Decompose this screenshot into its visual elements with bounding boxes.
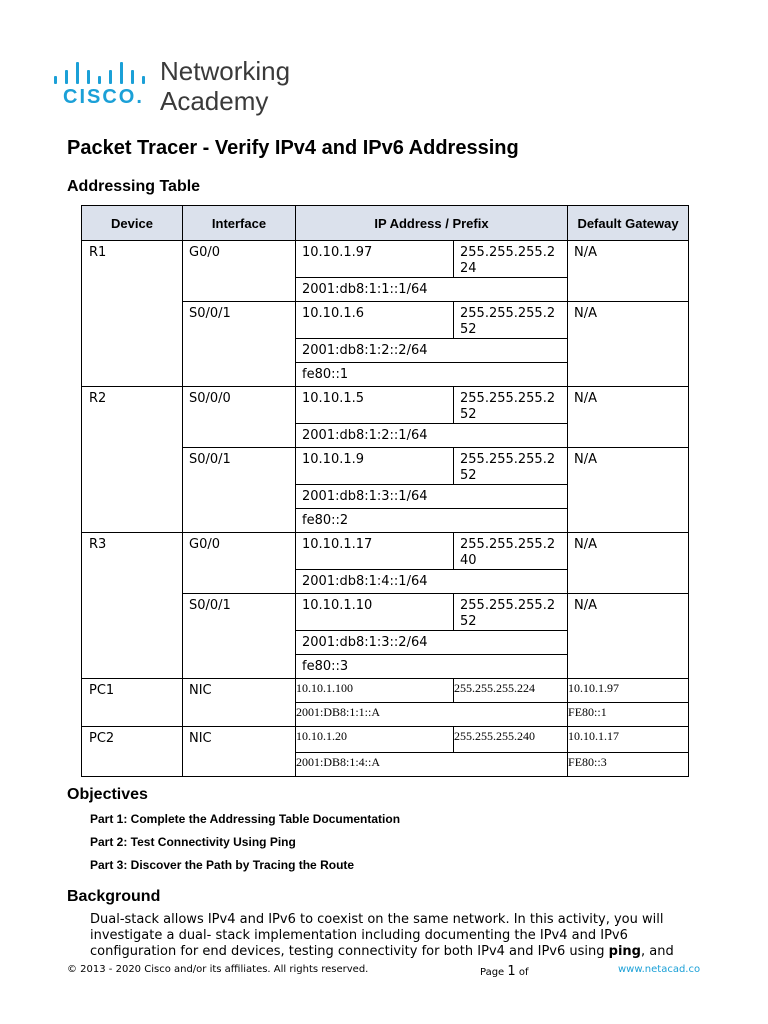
interface-cell: NIC bbox=[183, 727, 296, 777]
addressing-table-heading: Addressing Table bbox=[67, 178, 201, 195]
objective-item: Part 1: Complete the Addressing Table Documentation bbox=[90, 812, 401, 826]
table-row bbox=[82, 533, 689, 570]
ipv6-cell: 2001:db8:1:2::1/64 bbox=[296, 424, 568, 448]
mask-cell: 255.255.255.224 bbox=[454, 679, 568, 703]
ipv6-cell: 2001:db8:1:3::2/64 bbox=[296, 631, 568, 655]
interface-cell: G0/0 bbox=[183, 241, 296, 302]
gateway-cell: 10.10.1.17 bbox=[568, 727, 689, 753]
ipv4-cell: 10.10.1.97 bbox=[296, 241, 454, 278]
ipv6-cell: 2001:db8:1:1::1/64 bbox=[296, 278, 568, 302]
objective-item: Part 3: Discover the Path by Tracing the Route bbox=[90, 858, 355, 872]
device-cell: PC1 bbox=[82, 679, 183, 727]
cisco-wordmark: CISCO. bbox=[63, 86, 144, 108]
gateway-cell: FE80::1 bbox=[568, 703, 689, 727]
interface-cell: S0/0/1 bbox=[183, 594, 296, 679]
header-gateway: Default Gateway bbox=[568, 206, 689, 241]
device-cell: R1 bbox=[82, 241, 183, 387]
table-row bbox=[82, 241, 689, 278]
objective-item: Part 2: Test Connectivity Using Ping bbox=[90, 835, 296, 849]
ipv4-cell: 10.10.1.6 bbox=[296, 302, 454, 339]
background-heading: Background bbox=[67, 888, 161, 905]
gateway-cell: N/A bbox=[568, 448, 689, 533]
ipv4-cell: 10.10.1.5 bbox=[296, 387, 454, 424]
gateway-cell: N/A bbox=[568, 302, 689, 387]
interface-cell: G0/0 bbox=[183, 533, 296, 594]
cisco-networking-academy-logo bbox=[54, 56, 314, 120]
mask-cell: 255.255.255.252 bbox=[454, 302, 568, 339]
footer-page-number: Page 1 of bbox=[480, 964, 529, 979]
addressing-table bbox=[81, 205, 689, 777]
gateway-cell: 10.10.1.97 bbox=[568, 679, 689, 703]
device-cell: PC2 bbox=[82, 727, 183, 777]
interface-cell: NIC bbox=[183, 679, 296, 727]
gateway-cell: N/A bbox=[568, 533, 689, 594]
mask-cell: 255.255.255.252 bbox=[454, 387, 568, 424]
ipv4-cell: 10.10.1.20 bbox=[296, 727, 454, 753]
interface-cell: S0/0/0 bbox=[183, 387, 296, 448]
ipv6-cell: 2001:DB8:1:4::A bbox=[296, 753, 568, 777]
logo-networking: Networking bbox=[160, 56, 291, 86]
link-local-cell: fe80::2 bbox=[296, 509, 568, 533]
ipv6-cell: 2001:db8:1:4::1/64 bbox=[296, 570, 568, 594]
table-header-row bbox=[82, 206, 689, 241]
header-ip-address: IP Address / Prefix bbox=[296, 206, 568, 241]
mask-cell: 255.255.255.252 bbox=[454, 448, 568, 485]
gateway-cell: N/A bbox=[568, 594, 689, 679]
link-local-cell: fe80::3 bbox=[296, 655, 568, 679]
ipv4-cell: 10.10.1.9 bbox=[296, 448, 454, 485]
ipv4-cell: 10.10.1.100 bbox=[296, 679, 454, 703]
objectives-heading: Objectives bbox=[67, 786, 148, 803]
table-row bbox=[82, 679, 689, 703]
background-paragraph: Dual-stack allows IPv4 and IPv6 to coexist on the same network. In this activity, you will investigate a dual- stack implementation including documenting the IPv4 and IPv6 configuration for end devices, testing connectivity for both IPv4 and IPv6 using ping, and bbox=[90, 912, 674, 959]
device-cell: R3 bbox=[82, 533, 183, 679]
footer-copyright: © 2013 - 2020 Cisco and/or its affiliates. All rights reserved. bbox=[67, 964, 369, 975]
header-device: Device bbox=[82, 206, 183, 241]
mask-cell: 255.255.255.240 bbox=[454, 727, 568, 753]
cisco-bars-icon bbox=[54, 60, 149, 84]
footer-url-link[interactable]: www.netacad.co bbox=[618, 964, 701, 975]
logo-academy: Academy bbox=[160, 86, 269, 116]
interface-cell: S0/0/1 bbox=[183, 448, 296, 533]
ipv4-cell: 10.10.1.10 bbox=[296, 594, 454, 631]
mask-cell: 255.255.255.224 bbox=[454, 241, 568, 278]
table-row bbox=[82, 387, 689, 424]
gateway-cell: N/A bbox=[568, 387, 689, 448]
interface-cell: S0/0/1 bbox=[183, 302, 296, 387]
mask-cell: 255.255.255.240 bbox=[454, 533, 568, 570]
ipv4-cell: 10.10.1.17 bbox=[296, 533, 454, 570]
ipv6-cell: 2001:db8:1:2::2/64 bbox=[296, 339, 568, 363]
table-row bbox=[82, 727, 689, 753]
device-cell: R2 bbox=[82, 387, 183, 533]
link-local-cell: fe80::1 bbox=[296, 363, 568, 387]
page-title: Packet Tracer - Verify IPv4 and IPv6 Addressing bbox=[67, 137, 519, 159]
gateway-cell: FE80::3 bbox=[568, 753, 689, 777]
header-interface: Interface bbox=[183, 206, 296, 241]
ipv6-cell: 2001:db8:1:3::1/64 bbox=[296, 485, 568, 509]
gateway-cell: N/A bbox=[568, 241, 689, 302]
ipv6-cell: 2001:DB8:1:1::A bbox=[296, 703, 568, 727]
mask-cell: 255.255.255.252 bbox=[454, 594, 568, 631]
